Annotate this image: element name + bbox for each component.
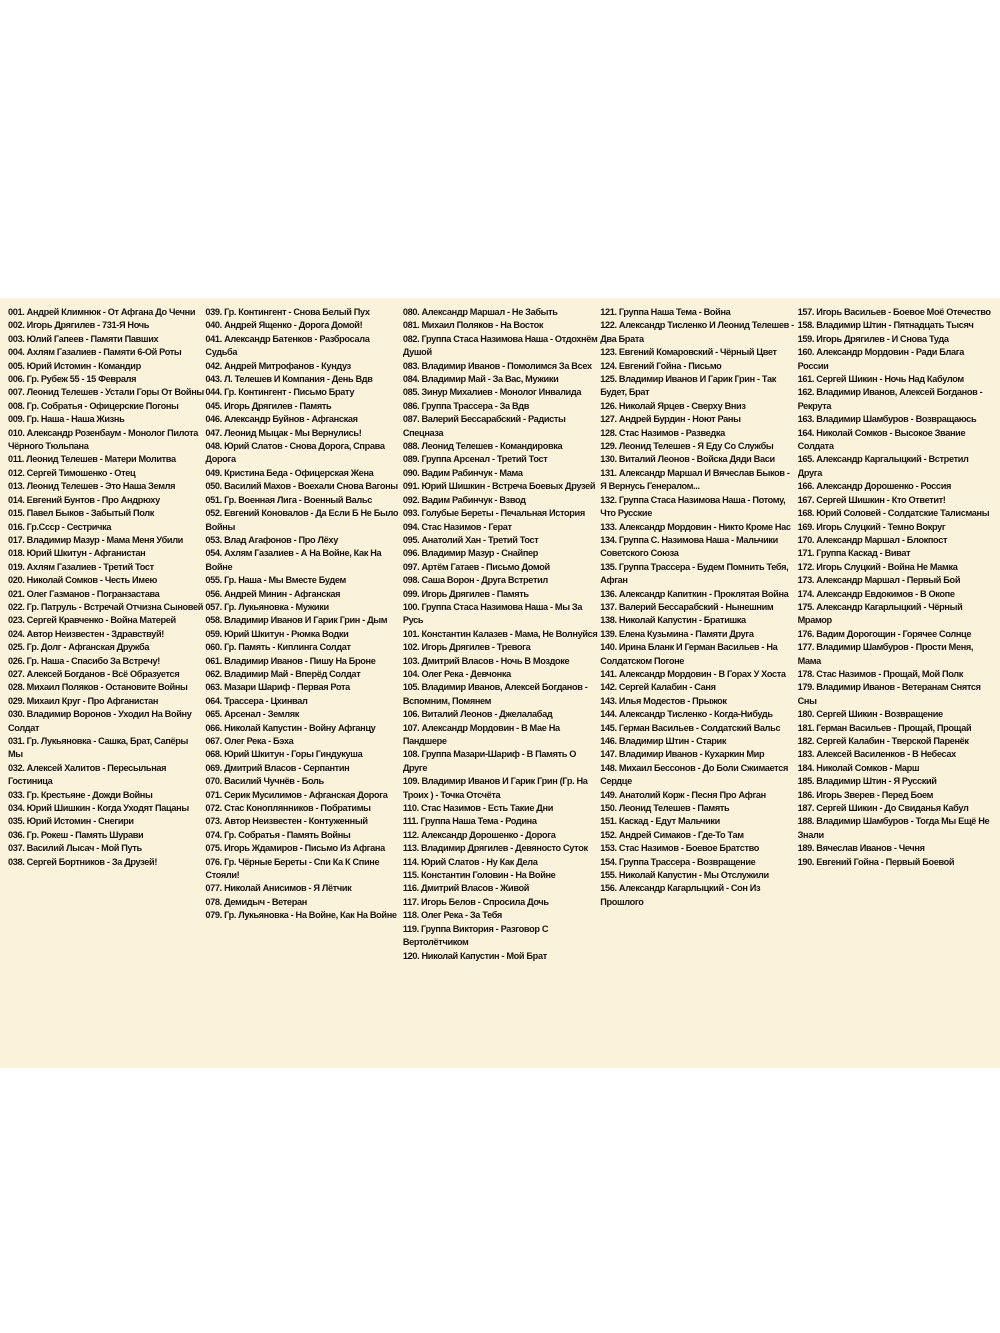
track-item: 104. Олег Река - Девчонка xyxy=(402,668,511,679)
track-item: 110. Стас Назимов - Есть Такие Дни xyxy=(402,803,553,814)
track-item: 147. Владимир Иванов - Кухаркин Мир xyxy=(600,749,765,760)
track-item: 006. Гр. Рубеж 55 - 15 Февраля xyxy=(8,374,137,385)
tracklist-column-3 xyxy=(403,306,599,1068)
track-item: 048. Юрий Слатов - Снова Дорога, Справа Дорога xyxy=(205,441,385,465)
track-item: 137. Валерий Бессарабский - Нынешним xyxy=(600,601,774,612)
track-item: 161. Сергей Шикин - Ночь Над Кабулом xyxy=(797,374,964,385)
track-item: 060. Гр. Память - Киплинга Солдат xyxy=(205,642,351,653)
tracklist-column-4 xyxy=(600,306,796,1068)
track-item: 016. Гр.Ссср - Сестричка xyxy=(8,521,112,532)
track-item: 125. Владимир Иванов И Гарик Грин - Так Будет, Брат xyxy=(600,374,776,398)
track-item: 071. Серик Мусилимов - Афганская Дорога xyxy=(205,789,388,800)
track-item: 089. Группа Арсенал - Третий Тост xyxy=(402,454,548,465)
track-item: 093. Голубые Береты - Печальная История xyxy=(402,508,585,519)
track-item: 011. Леонид Телешев - Матери Молитва xyxy=(8,454,176,465)
track-item: 149. Анатолий Корж - Песня Про Афган xyxy=(600,789,766,800)
track-item: 175. Александр Кагарлыцкий - Чёрный Мрамор xyxy=(797,601,963,626)
track-item: 124. Евгений Гойна - Письмо xyxy=(600,360,722,371)
track-item: 133. Александр Мордовин - Никто Кроме Нас xyxy=(600,521,791,532)
track-item: 035. Юрий Истомин - Снегири xyxy=(8,816,134,827)
track-item: 163. Владимир Шамбуров - Возвращаюсь xyxy=(797,414,977,425)
track-item: 115. Константин Головин - На Войне xyxy=(402,870,556,881)
track-item: 123. Евгений Комаровский - Чёрный Цвет xyxy=(600,347,777,358)
track-item: 042. Андрей Митрофанов - Кундуз xyxy=(205,360,351,371)
track-item: 054. Ахлям Газалиев - А На Войне, Как На Войне xyxy=(205,548,382,572)
track-item: 081. Михаил Поляков - На Восток xyxy=(402,320,544,331)
track-item: 039. Гр. Контингент - Снова Белый Пух xyxy=(205,307,370,317)
track-item: 144. Александр Тисленко - Когда-Нибудь xyxy=(600,709,773,720)
track-item: 107. Александр Мордовин - В Мае На Пандшере xyxy=(402,722,560,746)
track-item: 178. Стас Назимов - Прощай, Мой Полк xyxy=(797,668,963,679)
track-item: 129. Леонид Телешев - Я Еду Со Службы xyxy=(600,441,774,452)
track-item: 179. Владимир Иванов - Ветеранам Снятся Сны xyxy=(797,682,981,706)
track-item: 064. Трассера - Цхинвал xyxy=(205,695,308,706)
track-item: 091. Юрий Шишкин - Встреча Боевых Друзей xyxy=(402,481,596,492)
track-item: 047. Леонид Мыцак - Мы Вернулись! xyxy=(205,427,362,438)
track-item: 184. Николай Сомков - Марш xyxy=(797,762,920,773)
track-item: 026. Гр. Наша - Спасибо За Встречу! xyxy=(8,655,160,666)
track-item: 167. Сергей Шишкин - Кто Ответит! xyxy=(797,494,946,505)
track-item: 122. Александр Тисленко И Леонид Телешев - Два Брата xyxy=(600,320,794,344)
track-item: 001. Андрей Климнюк - От Афгана До Чечни xyxy=(8,307,196,317)
track-item: 169. Игорь Слуцкий - Темно Вокруг xyxy=(797,521,946,532)
track-item: 121. Группа Наша Тема - Война xyxy=(600,307,731,317)
track-item: 075. Игорь Ждамиров - Письмо Из Афгана xyxy=(205,843,385,854)
track-item: 067. Олег Река - Бэха xyxy=(205,736,294,746)
track-item: 003. Юлий Гапеев - Памяти Павших xyxy=(8,333,159,344)
track-item: 077. Николай Анисимов - Я Лётчик xyxy=(205,883,352,894)
track-item: 127. Андрей Бурдин - Ноют Раны xyxy=(600,414,741,425)
track-item: 182. Сергей Калабин - Тверской Паренёк xyxy=(797,736,969,746)
track-item: 157. Игорь Васильев - Боевое Моё Отечество xyxy=(797,307,991,317)
track-item: 162. Владимир Иванов, Алексей Богданов - Рекрута xyxy=(797,387,983,411)
track-item: 142. Сергей Калабин - Саня xyxy=(600,682,716,693)
track-item: 150. Леонид Телешев - Память xyxy=(600,803,730,814)
track-item: 131. Александр Маршал И Вячеслав Быков - Я Вернусь Генералом... xyxy=(600,467,790,492)
track-item: 023. Сергей Кравченко - Война Матерей xyxy=(8,615,176,626)
track-item: 095. Анатолий Хан - Третий Тост xyxy=(402,534,539,545)
track-item: 083. Владимир Иванов - Помолимся За Всех xyxy=(402,360,592,371)
track-item: 056. Андрей Минин - Афганская xyxy=(205,588,341,599)
track-item: 049. Кристина Беда - Офицерская Жена xyxy=(205,467,374,478)
track-item: 063. Мазари Шариф - Первая Рота xyxy=(205,682,350,693)
track-item: 015. Павел Быков - Забытый Полк xyxy=(8,508,155,519)
track-item: 040. Андрей Ященко - Дорога Домой! xyxy=(205,320,363,331)
track-item: 051. Гр. Военная Лига - Военный Вальс xyxy=(205,494,372,505)
track-item: 185. Владимир Штин - Я Русский xyxy=(797,776,937,787)
track-item: 085. Зинур Михалиев - Монолог Инвалида xyxy=(402,387,582,398)
track-item: 030. Владимир Воронов - Уходил На Войну Солдат xyxy=(8,709,192,733)
track-item: 019. Ахлям Газалиев - Третий Тост xyxy=(8,561,154,572)
track-item: 044. Гр. Контингент - Письмо Брату xyxy=(205,387,355,398)
track-item: 072. Стас Коноплянников - Побратимы xyxy=(205,803,371,814)
track-item: 009. Гр. Наша - Наша Жизнь xyxy=(8,414,125,425)
track-item: 126. Николай Ярцев - Сверху Вниз xyxy=(600,400,746,411)
track-item: 180. Сергей Шикин - Возвращение xyxy=(797,709,943,720)
track-item: 152. Андрей Симаков - Где-То Там xyxy=(600,829,744,840)
track-item: 059. Юрий Шкитун - Рюмка Водки xyxy=(205,628,349,639)
track-item: 029. Михаил Круг - Про Афганистан xyxy=(8,695,159,706)
track-item: 086. Группа Трассера - За Вдв xyxy=(402,400,530,411)
track-item: 171. Группа Каскад - Виват xyxy=(797,548,911,559)
track-item: 037. Василий Лысач - Мой Путь xyxy=(8,843,142,854)
track-item: 160. Александр Мордовин - Ради Блага России xyxy=(797,347,965,371)
track-item: 014. Евгений Бунтов - Про Андрюху xyxy=(8,494,160,505)
track-item: 172. Игорь Слуцкий - Война Не Мамка xyxy=(797,561,958,572)
track-item: 036. Гр. Рокеш - Память Шурави xyxy=(8,829,144,840)
track-item: 165. Александр Каргалыцкий - Встретил Друга xyxy=(797,454,969,478)
track-item: 079. Гр. Лукьяновка - На Войне, Как На Войне xyxy=(205,910,397,921)
track-item: 013. Леонид Телешев - Это Наша Земля xyxy=(8,481,176,492)
track-item: 145. Герман Васильев - Солдатский Вальс xyxy=(600,722,781,733)
track-item: 168. Юрий Соловей - Солдатские Талисманы xyxy=(797,508,990,519)
track-item: 045. Игорь Дрягилев - Память xyxy=(205,400,332,411)
track-item: 021. Олег Газманов - Погранзастава xyxy=(8,588,160,599)
track-item: 112. Александр Дорошенко - Дорога xyxy=(402,829,556,840)
track-item: 181. Герман Васильев - Прощай, Прощай xyxy=(797,722,972,733)
track-item: 066. Николай Капустин - Войну Афганцу xyxy=(205,722,376,733)
track-item: 189. Вячеслав Иванов - Чечня xyxy=(797,843,925,854)
track-item: 099. Игорь Дрягилев - Память xyxy=(402,588,529,599)
track-item: 166. Александр Дорошенко - Россия xyxy=(797,481,952,492)
track-item: 114. Юрий Слатов - Ну Как Дела xyxy=(402,856,538,867)
tracklist-column-1 xyxy=(8,306,204,1068)
track-item: 101. Константин Калазев - Мама, Не Волнуйся xyxy=(402,628,598,639)
track-item: 055. Гр. Наша - Мы Вместе Будем xyxy=(205,575,346,586)
track-item: 058. Владимир Иванов И Гарик Грин - Дым xyxy=(205,615,388,626)
track-item: 113. Владимир Дрягилев - Девяносто Суток xyxy=(402,843,588,854)
track-item: 007. Леонид Телешев - Устали Горы От Войны xyxy=(8,387,204,398)
track-item: 154. Группа Трассера - Возвращение xyxy=(600,856,756,867)
track-item: 143. Илья Модестов - Прыжок xyxy=(600,695,727,706)
track-item: 183. Алексей Василенков - В Небесах xyxy=(797,749,956,760)
track-item: 174. Александр Евдокимов - В Окопе xyxy=(797,588,955,599)
track-item: 118. Олег Река - За Тебя xyxy=(402,910,502,921)
track-item: 027. Алексей Богданов - Всё Образуется xyxy=(8,668,180,679)
track-item: 046. Александр Буйнов - Афганская xyxy=(205,414,358,425)
track-item: 138. Николай Капустин - Братишка xyxy=(600,615,746,626)
tracklist-sheet xyxy=(0,298,1000,1068)
track-item: 164. Николай Сомков - Высокое Звание Солдата xyxy=(797,427,966,452)
track-item: 069. Дмитрий Власов - Серпантин xyxy=(205,762,350,773)
track-item: 153. Стас Назимов - Боевое Братство xyxy=(600,843,760,854)
track-item: 092. Вадим Рабинчук - Взвод xyxy=(402,494,526,505)
track-item: 008. Гр. Собратья - Офицерские Погоны xyxy=(8,400,179,411)
track-item: 068. Юрий Шкитун - Горы Гиндукуша xyxy=(205,749,363,760)
track-item: 034. Юрий Шишкин - Когда Уходят Пацаны xyxy=(8,803,189,814)
track-item: 176. Вадим Дорогощин - Горячее Солнце xyxy=(797,628,972,639)
track-item: 061. Владимир Иванов - Пишу На Броне xyxy=(205,655,376,666)
track-item: 158. Владимир Штин - Пятнадцать Тысяч xyxy=(797,320,974,331)
track-item: 102. Игорь Дрягилев - Тревога xyxy=(402,642,531,653)
track-item: 065. Арсенал - Земляк xyxy=(205,709,299,720)
track-item: 173. Александр Маршал - Первый Бой xyxy=(797,575,961,586)
track-item: 020. Николай Сомков - Честь Имею xyxy=(8,575,157,586)
track-item: 012. Сергей Тимошенко - Отец xyxy=(8,467,136,478)
track-item: 017. Владимир Мазур - Мама Меня Убили xyxy=(8,534,183,545)
track-item: 005. Юрий Истомин - Командир xyxy=(8,360,141,371)
track-item: 139. Елена Кузьмина - Памяти Друга xyxy=(600,628,754,639)
track-item: 188. Владимир Шамбуров - Тогда Мы Ещё Не Знали xyxy=(797,816,990,840)
track-item: 084. Владимир Май - За Вас, Мужики xyxy=(402,374,559,385)
track-item: 186. Игорь Зверев - Перед Боем xyxy=(797,789,934,800)
track-item: 155. Николай Капустин - Мы Отслужили xyxy=(600,870,769,881)
track-item: 024. Автор Неизвестен - Здравствуй! xyxy=(8,628,164,639)
track-item: 108. Группа Мазари-Шариф - В Память О Друге xyxy=(402,749,577,773)
track-item: 031. Гр. Лукьяновка - Сашка, Брат, Сапёры Мы xyxy=(8,736,189,760)
track-item: 105. Владимир Иванов, Алексей Богданов - Вспомним, Помянем xyxy=(402,682,588,706)
track-item: 190. Евгений Гойна - Первый Боевой xyxy=(797,856,955,867)
track-item: 073. Автор Неизвестен - Контуженный xyxy=(205,816,368,827)
track-item: 132. Группа Стаса Назимова Наша - Потому, Что Русские xyxy=(600,494,786,519)
track-item: 146. Владимир Штин - Старик xyxy=(600,736,727,746)
track-item: 098. Саша Ворон - Друга Встретил xyxy=(402,575,548,586)
track-item: 159. Игорь Дрягилев - И Снова Туда xyxy=(797,333,949,344)
track-item: 018. Юрий Шкитун - Афганистан xyxy=(8,548,146,559)
track-item: 090. Вадим Рабинчук - Мама xyxy=(402,467,523,478)
track-item: 033. Гр. Крестьяне - Дожди Войны xyxy=(8,789,153,800)
track-item: 080. Александр Маршал - Не Забыть xyxy=(402,307,558,317)
tracklist-column-5 xyxy=(798,306,994,1068)
track-item: 097. Артём Гатаев - Письмо Домой xyxy=(402,561,550,572)
track-item: 100. Группа Стаса Назимова Наша - Мы За Русь xyxy=(402,601,583,626)
track-item: 028. Михаил Поляков - Остановите Войны xyxy=(8,682,188,693)
track-item: 170. Александр Маршал - Блокпост xyxy=(797,534,948,545)
track-item: 177. Владимир Шамбуров - Прости Меня, Мама xyxy=(797,642,974,666)
track-item: 082. Группа Стаса Назимова Наша - Отдохнём Душой xyxy=(402,333,598,358)
track-item: 078. Демидыч - Ветеран xyxy=(205,896,307,907)
track-item: 148. Михаил Бессонов - До Боли Сжимается Сердце xyxy=(600,762,788,787)
track-item: 025. Гр. Долг - Афганская Дружба xyxy=(8,642,150,653)
track-item: 117. Игорь Белов - Спросила Дочь xyxy=(402,896,549,907)
track-item: 116. Дмитрий Власов - Живой xyxy=(402,883,530,894)
track-item: 151. Каскад - Едут Мальчики xyxy=(600,816,720,827)
track-item: 022. Гр. Патруль - Встречай Отчизна Сыновей xyxy=(8,601,204,612)
track-item: 088. Леонид Телешев - Командировка xyxy=(402,441,563,452)
track-item: 134. Группа С. Назимова Наша - Мальчики Советского Союза xyxy=(600,534,778,559)
track-item: 109. Владимир Иванов И Гарик Грин (Гр. На Троих ) - Точка Отсчёта xyxy=(402,776,588,800)
track-item: 070. Василий Чучнёв - Боль xyxy=(205,776,324,787)
track-item: 074. Гр. Собратья - Память Войны xyxy=(205,829,351,840)
track-item: 140. Ирина Бланк И Герман Васильев - На Солдатском Погоне xyxy=(600,642,778,666)
track-item: 156. Александр Кагарлыцкий - Сон Из Прошлого xyxy=(600,883,761,907)
track-item: 010. Александр Розенбаум - Монолог Пилота Чёрного Тюльпана xyxy=(8,427,198,452)
track-item: 141. Александр Мордовин - В Горах У Хоста xyxy=(600,668,786,679)
track-item: 038. Сергей Бортников - За Друзей! xyxy=(8,856,158,867)
track-item: 002. Игорь Дрягилев - 731-Я Ночь xyxy=(8,320,150,331)
track-item: 106. Виталий Леонов - Джелалабад xyxy=(402,709,553,720)
track-item: 043. Л. Телешев И Компания - День Вдв xyxy=(205,374,373,385)
track-item: 120. Николай Капустин - Мой Брат xyxy=(402,950,547,961)
track-item: 130. Виталий Леонов - Войска Дяди Васи xyxy=(600,454,775,465)
track-item: 062. Владимир Май - Вперёд Солдат xyxy=(205,668,361,679)
track-item: 076. Гр. Чёрные Береты - Спи Ка К Спине Стояли! xyxy=(205,856,380,881)
track-item: 103. Дмитрий Власов - Ночь В Моздоке xyxy=(402,655,570,666)
track-item: 136. Александр Капиткин - Проклятая Война xyxy=(600,588,789,599)
track-item: 057. Гр. Лукьяновка - Мужики xyxy=(205,601,329,612)
track-item: 187. Сергей Шикин - До Свиданья Кабул xyxy=(797,803,969,814)
track-item: 087. Валерий Бессарабский - Радисты Спецназа xyxy=(402,414,566,438)
track-item: 004. Ахлям Газалиев - Памяти 6-Ой Роты xyxy=(8,347,182,358)
track-item: 094. Стас Назимов - Герат xyxy=(402,521,512,532)
track-item: 041. Александр Батенков - Разбросала Судьба xyxy=(205,333,370,358)
track-item: 096. Владимир Мазур - Снайпер xyxy=(402,548,539,559)
track-item: 111. Группа Наша Тема - Родина xyxy=(402,816,537,827)
track-item: 050. Василий Махов - Воехали Снова Вагоны xyxy=(205,481,398,492)
track-item: 128. Стас Назимов - Разведка xyxy=(600,427,725,438)
track-item: 119. Группа Виктория - Разговор С Вертолётчиком xyxy=(402,923,549,948)
track-item: 135. Группа Трассера - Будем Помнить Тебя, Афган xyxy=(600,561,789,586)
tracklist-column-2 xyxy=(205,306,401,1068)
track-item: 053. Влад Агафонов - Про Лёху xyxy=(205,534,338,545)
track-item: 052. Евгений Коновалов - Да Если Б Не Было Войны xyxy=(205,508,399,532)
track-item: 032. Алексей Халитов - Пересыльная Гостиница xyxy=(8,762,167,787)
